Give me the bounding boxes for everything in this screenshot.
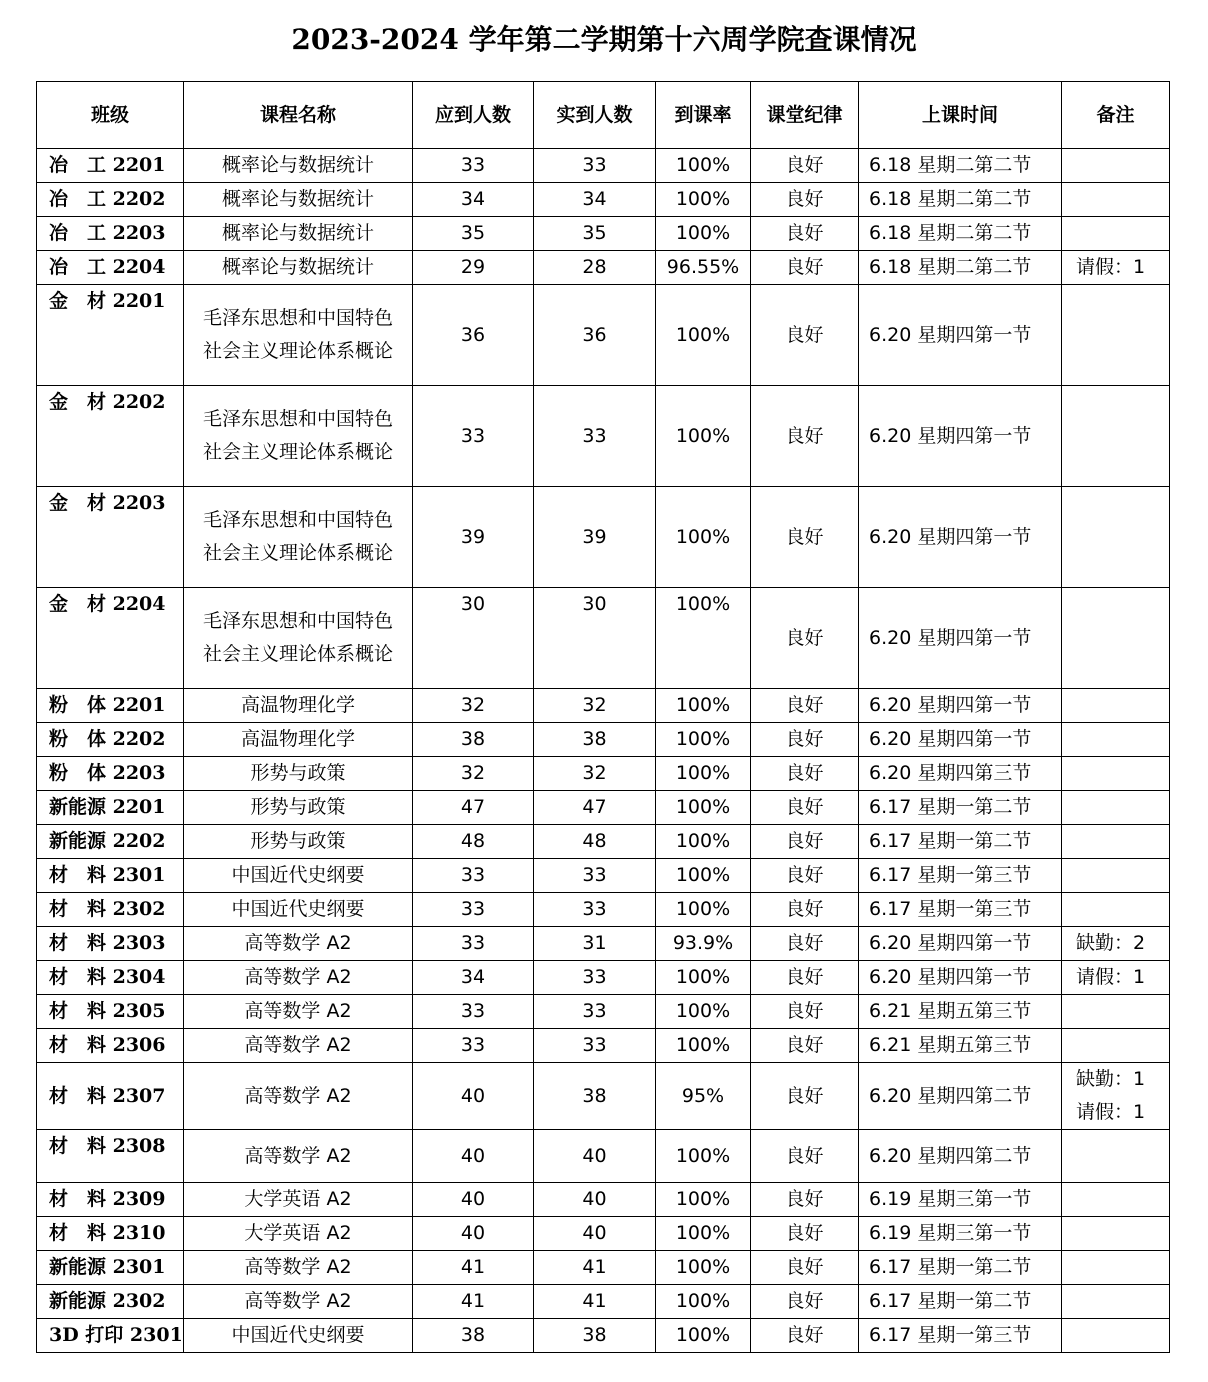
table-row — [37, 251, 1170, 285]
expected-cell: 29 — [413, 251, 534, 285]
course-cell: 高等数学 A2 — [184, 1285, 413, 1319]
rate-cell: 100% — [656, 217, 751, 251]
rate-cell: 100% — [656, 723, 751, 757]
expected-cell: 32 — [413, 757, 534, 791]
actual-cell: 28 — [534, 251, 656, 285]
header-discipline: 课堂纪律 — [751, 82, 859, 149]
note-cell — [1062, 588, 1170, 689]
course-cell: 毛泽东思想和中国特色社会主义理论体系概论 — [184, 588, 413, 689]
table-row — [37, 961, 1170, 995]
table-row — [37, 791, 1170, 825]
actual-cell: 33 — [534, 995, 656, 1029]
rate-cell: 95% — [656, 1063, 751, 1130]
note-cell — [1062, 757, 1170, 791]
course-cell: 中国近代史纲要 — [184, 1319, 413, 1353]
rate-cell: 100% — [656, 1183, 751, 1217]
discipline-cell: 良好 — [751, 723, 859, 757]
discipline-cell: 良好 — [751, 1029, 859, 1063]
actual-cell: 33 — [534, 893, 656, 927]
class-cell: 新能源 2202 — [37, 825, 184, 859]
expected-cell: 41 — [413, 1251, 534, 1285]
header-rate: 到课率 — [656, 82, 751, 149]
time-cell: 6.20 星期四第一节 — [859, 927, 1062, 961]
note-cell — [1062, 217, 1170, 251]
table-row — [37, 183, 1170, 217]
course-cell: 大学英语 A2 — [184, 1183, 413, 1217]
course-cell: 高等数学 A2 — [184, 995, 413, 1029]
time-cell: 6.20 星期四第一节 — [859, 689, 1062, 723]
class-cell: 材 料 2308 — [37, 1130, 184, 1183]
course-cell: 概率论与数据统计 — [184, 149, 413, 183]
note-cell — [1062, 791, 1170, 825]
rate-cell: 100% — [656, 689, 751, 723]
attendance-table — [36, 81, 1170, 1353]
table-row — [37, 1130, 1170, 1183]
rate-cell: 100% — [656, 149, 751, 183]
actual-cell: 33 — [534, 961, 656, 995]
course-cell: 高等数学 A2 — [184, 1251, 413, 1285]
table-row — [37, 1063, 1170, 1130]
expected-cell: 41 — [413, 1285, 534, 1319]
note-cell: 请假：1 — [1062, 251, 1170, 285]
rate-cell: 100% — [656, 757, 751, 791]
time-cell: 6.18 星期二第二节 — [859, 149, 1062, 183]
time-cell: 6.21 星期五第三节 — [859, 995, 1062, 1029]
course-cell: 概率论与数据统计 — [184, 217, 413, 251]
discipline-cell: 良好 — [751, 183, 859, 217]
class-cell: 材 料 2304 — [37, 961, 184, 995]
note-cell — [1062, 689, 1170, 723]
discipline-cell: 良好 — [751, 927, 859, 961]
time-cell: 6.20 星期四第一节 — [859, 588, 1062, 689]
table-row — [37, 1217, 1170, 1251]
time-cell: 6.17 星期一第三节 — [859, 893, 1062, 927]
expected-cell: 33 — [413, 386, 534, 487]
course-cell: 高等数学 A2 — [184, 961, 413, 995]
time-cell: 6.20 星期四第一节 — [859, 285, 1062, 386]
discipline-cell: 良好 — [751, 1285, 859, 1319]
discipline-cell: 良好 — [751, 217, 859, 251]
class-cell: 材 料 2306 — [37, 1029, 184, 1063]
class-cell: 材 料 2307 — [37, 1063, 184, 1130]
actual-cell: 41 — [534, 1285, 656, 1319]
class-cell: 金 材 2201 — [37, 285, 184, 386]
class-cell: 材 料 2309 — [37, 1183, 184, 1217]
expected-cell: 33 — [413, 859, 534, 893]
expected-cell: 35 — [413, 217, 534, 251]
table-row — [37, 723, 1170, 757]
class-cell: 新能源 2302 — [37, 1285, 184, 1319]
expected-cell: 32 — [413, 689, 534, 723]
rate-cell: 100% — [656, 487, 751, 588]
rate-cell: 100% — [656, 1029, 751, 1063]
course-cell: 毛泽东思想和中国特色社会主义理论体系概论 — [184, 386, 413, 487]
time-cell: 6.20 星期四第三节 — [859, 757, 1062, 791]
table-row — [37, 859, 1170, 893]
discipline-cell: 良好 — [751, 285, 859, 386]
course-cell: 毛泽东思想和中国特色社会主义理论体系概论 — [184, 285, 413, 386]
actual-cell: 33 — [534, 149, 656, 183]
course-cell: 形势与政策 — [184, 791, 413, 825]
table-row — [37, 386, 1170, 487]
rate-cell: 100% — [656, 1251, 751, 1285]
rate-cell: 100% — [656, 859, 751, 893]
time-cell: 6.18 星期二第二节 — [859, 183, 1062, 217]
time-cell: 6.18 星期二第二节 — [859, 251, 1062, 285]
class-cell: 金 材 2203 — [37, 487, 184, 588]
expected-cell: 38 — [413, 1319, 534, 1353]
actual-cell: 36 — [534, 285, 656, 386]
expected-cell: 33 — [413, 1029, 534, 1063]
discipline-cell: 良好 — [751, 791, 859, 825]
time-cell: 6.17 星期一第二节 — [859, 825, 1062, 859]
rate-cell: 100% — [656, 995, 751, 1029]
rate-cell: 100% — [656, 893, 751, 927]
table-row — [37, 995, 1170, 1029]
discipline-cell: 良好 — [751, 149, 859, 183]
discipline-cell: 良好 — [751, 1183, 859, 1217]
header-expected: 应到人数 — [413, 82, 534, 149]
actual-cell: 38 — [534, 1319, 656, 1353]
discipline-cell: 良好 — [751, 251, 859, 285]
course-cell: 概率论与数据统计 — [184, 183, 413, 217]
note-cell — [1062, 1183, 1170, 1217]
table-row — [37, 1251, 1170, 1285]
course-cell: 高等数学 A2 — [184, 1029, 413, 1063]
expected-cell: 40 — [413, 1217, 534, 1251]
course-cell: 高等数学 A2 — [184, 1063, 413, 1130]
course-cell: 中国近代史纲要 — [184, 893, 413, 927]
expected-cell: 30 — [413, 588, 534, 689]
note-cell — [1062, 487, 1170, 588]
course-cell: 高温物理化学 — [184, 689, 413, 723]
table-row — [37, 285, 1170, 386]
table-row — [37, 149, 1170, 183]
actual-cell: 39 — [534, 487, 656, 588]
discipline-cell: 良好 — [751, 386, 859, 487]
course-cell: 形势与政策 — [184, 757, 413, 791]
class-cell: 金 材 2204 — [37, 588, 184, 689]
time-cell: 6.17 星期一第三节 — [859, 859, 1062, 893]
discipline-cell: 良好 — [751, 757, 859, 791]
expected-cell: 33 — [413, 995, 534, 1029]
class-cell: 金 材 2202 — [37, 386, 184, 487]
rate-cell: 100% — [656, 825, 751, 859]
note-cell — [1062, 859, 1170, 893]
rate-cell: 100% — [656, 285, 751, 386]
expected-cell: 34 — [413, 183, 534, 217]
note-cell — [1062, 825, 1170, 859]
note-cell — [1062, 1029, 1170, 1063]
course-cell: 大学英语 A2 — [184, 1217, 413, 1251]
time-cell: 6.19 星期三第一节 — [859, 1183, 1062, 1217]
table-row — [37, 825, 1170, 859]
time-cell: 6.20 星期四第二节 — [859, 1130, 1062, 1183]
actual-cell: 32 — [534, 757, 656, 791]
actual-cell: 40 — [534, 1130, 656, 1183]
note-cell: 缺勤：2 — [1062, 927, 1170, 961]
time-cell: 6.20 星期四第一节 — [859, 723, 1062, 757]
expected-cell: 33 — [413, 149, 534, 183]
discipline-cell: 良好 — [751, 1217, 859, 1251]
actual-cell: 34 — [534, 183, 656, 217]
discipline-cell: 良好 — [751, 689, 859, 723]
page-title: 2023-2024 学年第二学期第十六周学院查课情况 — [291, 23, 917, 56]
rate-cell: 100% — [656, 791, 751, 825]
actual-cell: 33 — [534, 1029, 656, 1063]
table-row — [37, 487, 1170, 588]
header-class: 班级 — [37, 82, 184, 149]
table-row — [37, 927, 1170, 961]
note-cell — [1062, 1251, 1170, 1285]
class-cell: 3D 打印 2301 — [37, 1319, 184, 1353]
table-row — [37, 217, 1170, 251]
time-cell: 6.20 星期四第一节 — [859, 487, 1062, 588]
class-cell: 冶 工 2204 — [37, 251, 184, 285]
time-cell: 6.17 星期一第三节 — [859, 1319, 1062, 1353]
class-cell: 冶 工 2202 — [37, 183, 184, 217]
course-cell: 高等数学 A2 — [184, 927, 413, 961]
course-cell: 概率论与数据统计 — [184, 251, 413, 285]
note-cell — [1062, 723, 1170, 757]
table-body — [37, 149, 1170, 1353]
header-actual: 实到人数 — [534, 82, 656, 149]
rate-cell: 100% — [656, 1217, 751, 1251]
course-cell: 高等数学 A2 — [184, 1130, 413, 1183]
note-cell — [1062, 1130, 1170, 1183]
course-cell: 毛泽东思想和中国特色社会主义理论体系概论 — [184, 487, 413, 588]
rate-cell: 100% — [656, 1130, 751, 1183]
time-cell: 6.17 星期一第二节 — [859, 791, 1062, 825]
discipline-cell: 良好 — [751, 1251, 859, 1285]
rate-cell: 100% — [656, 386, 751, 487]
time-cell: 6.19 星期三第一节 — [859, 1217, 1062, 1251]
class-cell: 材 料 2303 — [37, 927, 184, 961]
actual-cell: 33 — [534, 386, 656, 487]
actual-cell: 40 — [534, 1217, 656, 1251]
note-cell — [1062, 893, 1170, 927]
expected-cell: 34 — [413, 961, 534, 995]
discipline-cell: 良好 — [751, 1319, 859, 1353]
note-cell — [1062, 1319, 1170, 1353]
course-cell: 形势与政策 — [184, 825, 413, 859]
actual-cell: 32 — [534, 689, 656, 723]
table-row — [37, 1183, 1170, 1217]
note-cell — [1062, 1285, 1170, 1319]
expected-cell: 39 — [413, 487, 534, 588]
note-cell: 缺勤：1 请假：1 — [1062, 1063, 1170, 1130]
header-course: 课程名称 — [184, 82, 413, 149]
discipline-cell: 良好 — [751, 1130, 859, 1183]
expected-cell: 33 — [413, 927, 534, 961]
table-row — [37, 689, 1170, 723]
course-cell: 中国近代史纲要 — [184, 859, 413, 893]
expected-cell: 40 — [413, 1130, 534, 1183]
class-cell: 粉 体 2202 — [37, 723, 184, 757]
class-cell: 粉 体 2203 — [37, 757, 184, 791]
expected-cell: 33 — [413, 893, 534, 927]
note-cell — [1062, 386, 1170, 487]
table-row — [37, 757, 1170, 791]
discipline-cell: 良好 — [751, 893, 859, 927]
table-header-row — [37, 82, 1170, 149]
class-cell: 材 料 2302 — [37, 893, 184, 927]
rate-cell: 100% — [656, 183, 751, 217]
time-cell: 6.17 星期一第二节 — [859, 1285, 1062, 1319]
discipline-cell: 良好 — [751, 487, 859, 588]
actual-cell: 48 — [534, 825, 656, 859]
class-cell: 粉 体 2201 — [37, 689, 184, 723]
time-cell: 6.20 星期四第一节 — [859, 386, 1062, 487]
table-row — [37, 1285, 1170, 1319]
discipline-cell: 良好 — [751, 825, 859, 859]
class-cell: 材 料 2310 — [37, 1217, 184, 1251]
rate-cell: 100% — [656, 1285, 751, 1319]
note-cell — [1062, 1217, 1170, 1251]
expected-cell: 36 — [413, 285, 534, 386]
discipline-cell: 良好 — [751, 995, 859, 1029]
actual-cell: 41 — [534, 1251, 656, 1285]
rate-cell: 100% — [656, 961, 751, 995]
note-cell: 请假：1 — [1062, 961, 1170, 995]
rate-cell: 93.9% — [656, 927, 751, 961]
header-note: 备注 — [1062, 82, 1170, 149]
actual-cell: 33 — [534, 859, 656, 893]
rate-cell: 100% — [656, 1319, 751, 1353]
class-cell: 新能源 2201 — [37, 791, 184, 825]
expected-cell: 48 — [413, 825, 534, 859]
expected-cell: 47 — [413, 791, 534, 825]
rate-cell: 100% — [656, 588, 751, 689]
expected-cell: 40 — [413, 1063, 534, 1130]
discipline-cell: 良好 — [751, 1063, 859, 1130]
time-cell: 6.18 星期二第二节 — [859, 217, 1062, 251]
expected-cell: 40 — [413, 1183, 534, 1217]
header-time: 上课时间 — [859, 82, 1062, 149]
note-cell — [1062, 285, 1170, 386]
discipline-cell: 良好 — [751, 859, 859, 893]
actual-cell: 30 — [534, 588, 656, 689]
discipline-cell: 良好 — [751, 961, 859, 995]
actual-cell: 47 — [534, 791, 656, 825]
table-row — [37, 1029, 1170, 1063]
note-cell — [1062, 995, 1170, 1029]
table-row — [37, 1319, 1170, 1353]
class-cell: 材 料 2305 — [37, 995, 184, 1029]
class-cell: 新能源 2301 — [37, 1251, 184, 1285]
actual-cell: 40 — [534, 1183, 656, 1217]
class-cell: 冶 工 2201 — [37, 149, 184, 183]
actual-cell: 38 — [534, 1063, 656, 1130]
time-cell: 6.21 星期五第三节 — [859, 1029, 1062, 1063]
class-cell: 材 料 2301 — [37, 859, 184, 893]
note-cell — [1062, 183, 1170, 217]
time-cell: 6.20 星期四第二节 — [859, 1063, 1062, 1130]
class-cell: 冶 工 2203 — [37, 217, 184, 251]
expected-cell: 38 — [413, 723, 534, 757]
actual-cell: 31 — [534, 927, 656, 961]
discipline-cell: 良好 — [751, 588, 859, 689]
rate-cell: 96.55% — [656, 251, 751, 285]
actual-cell: 38 — [534, 723, 656, 757]
time-cell: 6.20 星期四第一节 — [859, 961, 1062, 995]
table-row — [37, 893, 1170, 927]
table-row — [37, 588, 1170, 689]
actual-cell: 35 — [534, 217, 656, 251]
note-cell — [1062, 149, 1170, 183]
time-cell: 6.17 星期一第二节 — [859, 1251, 1062, 1285]
course-cell: 高温物理化学 — [184, 723, 413, 757]
